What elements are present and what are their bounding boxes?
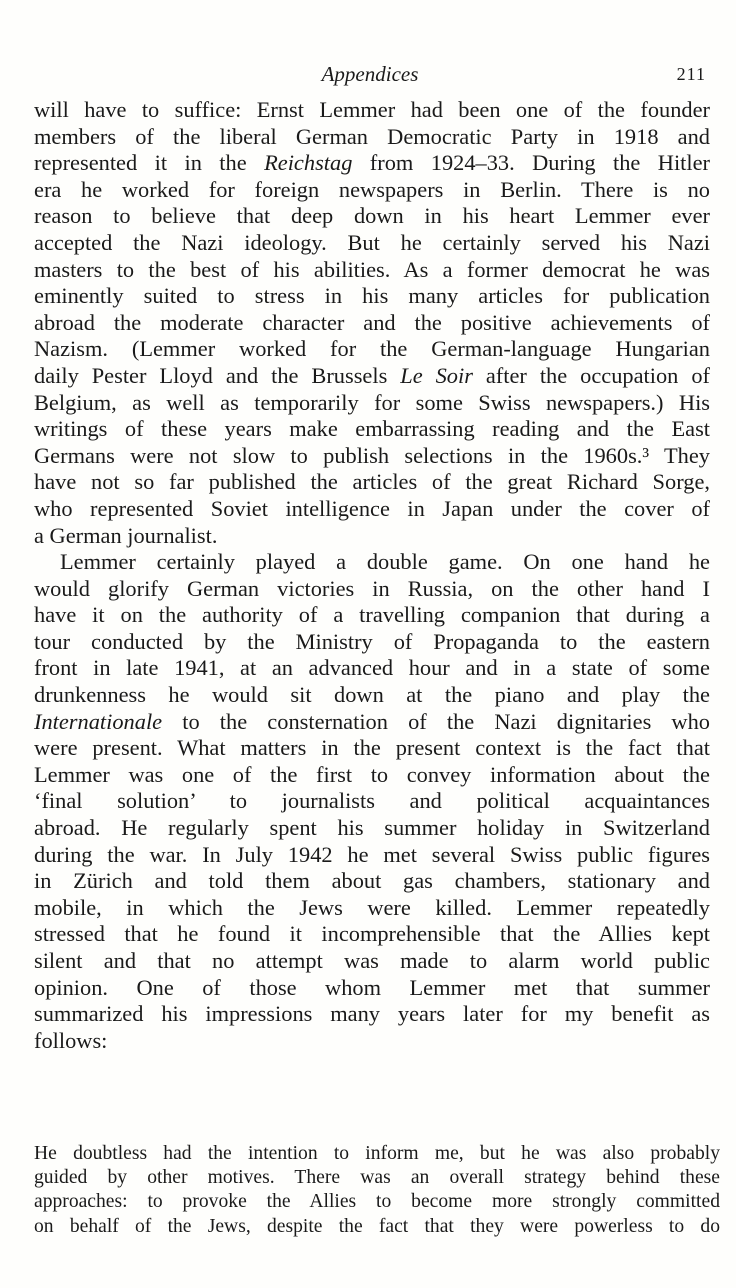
body-line: daily Pester Lloyd and the Brussels Le Soir after the occupation of [34,362,710,388]
body-line: drunkenness he would sit down at the piano and play the [34,682,710,708]
body-line: Lemmer certainly played a double game. On one hand he [60,549,710,575]
body-line: in Zürich and told them about gas chambers, stationary and [34,868,710,894]
body-line: mobile, in which the Jews were killed. Lemmer repeatedly [34,894,710,920]
body-line: Belgium, as well as temporarily for some Swiss newspapers.) His [34,389,710,415]
body-line: Internationale to the consternation of the Nazi dignitaries who [34,708,710,734]
body-line: Germans were not slow to publish selections in the 1960s.³ They [34,442,710,468]
running-title: Appendices [321,62,419,86]
body-line: masters to the best of his abilities. As a former democrat he was [34,256,710,282]
body-line: Nazism. (Lemmer worked for the German-language Hungarian [34,336,710,362]
scan-edge-mark [0,0,14,40]
body-line: front in late 1941, at an advanced hour and in a state of some [34,655,710,681]
body-line: will have to suffice: Ernst Lemmer had been one of the founder [34,97,710,122]
body-line: represented it in the Reichstag from 1924–33. During the Hitler [34,150,710,176]
body-line: have not so far published the articles of the great Richard Sorge, [34,469,710,495]
body-line: opinion. One of those whom Lemmer met that summer [34,974,710,1000]
quote-line: guided by other motives. There was an overall strategy behind these [34,1167,720,1189]
body-line: reason to believe that deep down in his heart Lemmer ever [34,203,710,229]
body-line: a German journalist. [34,522,218,548]
body-line: stressed that he found it incomprehensible that the Allies kept [34,921,710,947]
body-line: would glorify German victories in Russia, on the other hand I [34,575,710,601]
body-line: were present. What matters in the present context is the fact that [34,735,710,761]
quote-line: approaches: to provoke the Allies to become more strongly committed [34,1191,720,1213]
body-line: abroad. He regularly spent his summer holiday in Switzerland [34,815,710,841]
body-line: members of the liberal German Democratic Party in 1918 and [34,123,710,149]
body-line: accepted the Nazi ideology. But he certainly served his Nazi [34,229,710,255]
body-line: abroad the moderate character and the positive achievements of [34,309,710,335]
body-line: ‘final solution’ to journalists and political acquaintances [34,788,710,814]
body-line: during the war. In July 1942 he met several Swiss public figures [34,841,710,867]
page-number: 211 [676,64,706,84]
body-line: silent and that no attempt was made to alarm world public [34,948,710,973]
body-line: Lemmer was one of the first to convey information about the [34,761,710,787]
body-line: era he worked for foreign newspapers in Berlin. There is no [34,176,710,202]
body-line: writings of these years make embarrassing reading and the East [34,416,710,442]
quote-line: He doubtless had the intention to inform me, but he was also probably [34,1143,720,1164]
block-quote [34,1142,720,1239]
body-line: eminently suited to stress in his many articles for publication [34,283,710,309]
body-line: who represented Soviet intelligence in Japan under the cover of [34,495,710,521]
running-header [30,62,710,92]
quote-line: on behalf of the Jews, despite the fact that they were powerless to do [34,1215,720,1237]
body-line: have it on the authority of a travelling companion that during a [34,602,710,628]
body-line: tour conducted by the Ministry of Propaganda to the eastern [34,628,710,654]
body-line: summarized his impressions many years later for my benefit as [34,1001,710,1027]
body-text [34,97,710,1054]
body-line: follows: [34,1027,108,1053]
